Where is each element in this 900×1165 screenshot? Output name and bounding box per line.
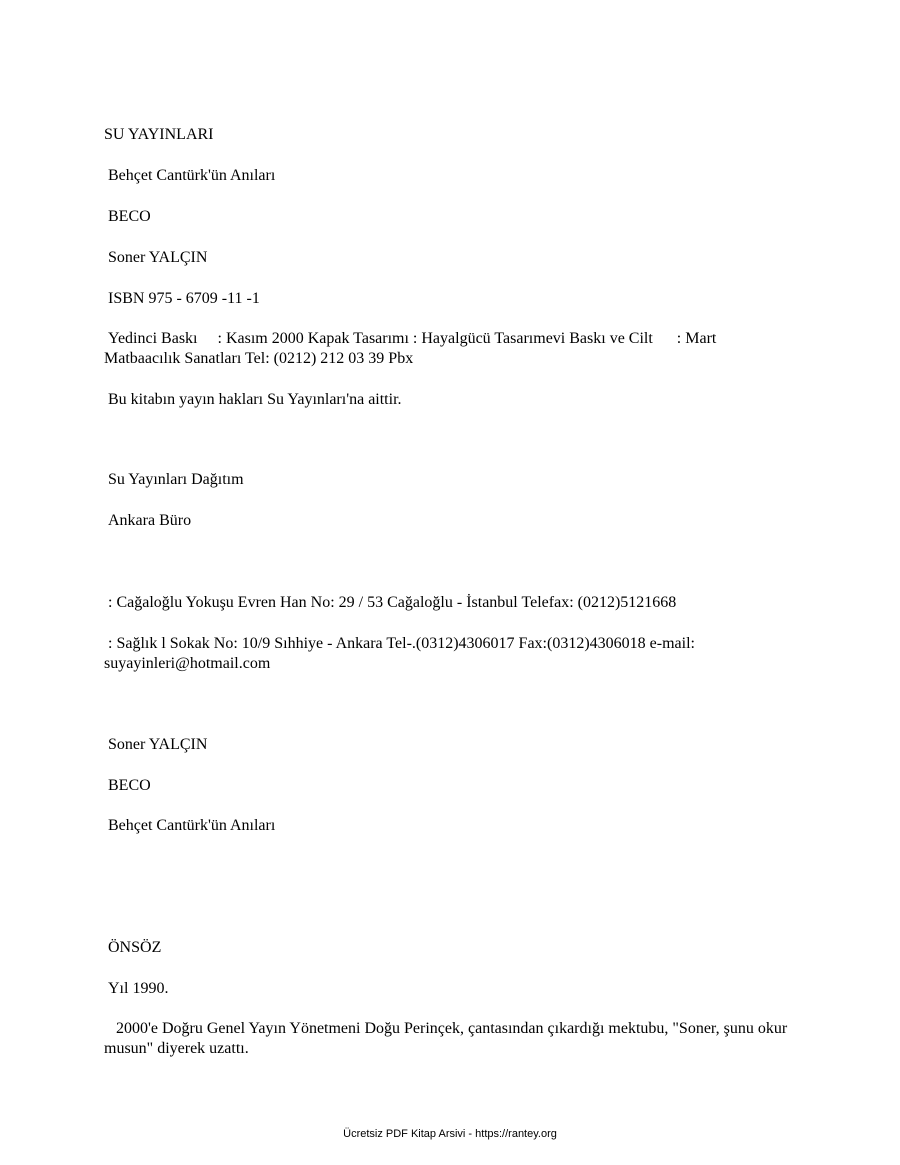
- book-title-repeat: BECO: [104, 777, 151, 794]
- year-line: Yıl 1990.: [104, 980, 169, 997]
- author-name-repeat: Soner YALÇIN: [104, 736, 208, 753]
- foreword-paragraph: 2000'e Doğru Genel Yayın Yönetmeni Doğu Perinçek, çantasından çıkardığı mektubu, "Soner, şunu okur musun" diyerek uzattı.: [104, 1020, 792, 1057]
- footer-text: Ücretsiz PDF Kitap Arsivi - https://rantey.org: [343, 1128, 557, 1140]
- book-subtitle-repeat: Behçet Cantürk'ün Anıları: [104, 817, 276, 834]
- istanbul-address: : Cağaloğlu Yokuşu Evren Han No: 29 / 53 Cağaloğlu - İstanbul Telefax: (0212)5121668: [104, 594, 677, 611]
- publisher-name: SU YAYINLARI: [104, 126, 214, 143]
- book-subtitle: Behçet Cantürk'ün Anıları: [104, 167, 276, 184]
- foreword-heading: ÖNSÖZ: [104, 939, 162, 956]
- isbn-line: ISBN 975 - 6709 -11 -1: [104, 290, 260, 307]
- edition-info: Yedinci Baskı : Kasım 2000 Kapak Tasarımı : Hayalgücü Tasarımevi Baskı ve Cilt : Mart Matbaacılık Sanatları Tel: (0212) 212 03 39 Pbx: [104, 330, 721, 367]
- book-title: BECO: [104, 208, 151, 225]
- ankara-office-label: Ankara Büro: [104, 512, 192, 529]
- author-name: Soner YALÇIN: [104, 249, 208, 266]
- ankara-address: : Sağlık l Sokak No: 10/9 Sıhhiye - Ankara Tel-.(0312)4306017 Fax:(0312)4306018 e-mail: suyayinleri@hotmail.com: [104, 635, 699, 672]
- distribution-label: Su Yayınları Dağıtım: [104, 471, 244, 488]
- rights-statement: Bu kitabın yayın hakları Su Yayınları'na aittir.: [104, 391, 402, 408]
